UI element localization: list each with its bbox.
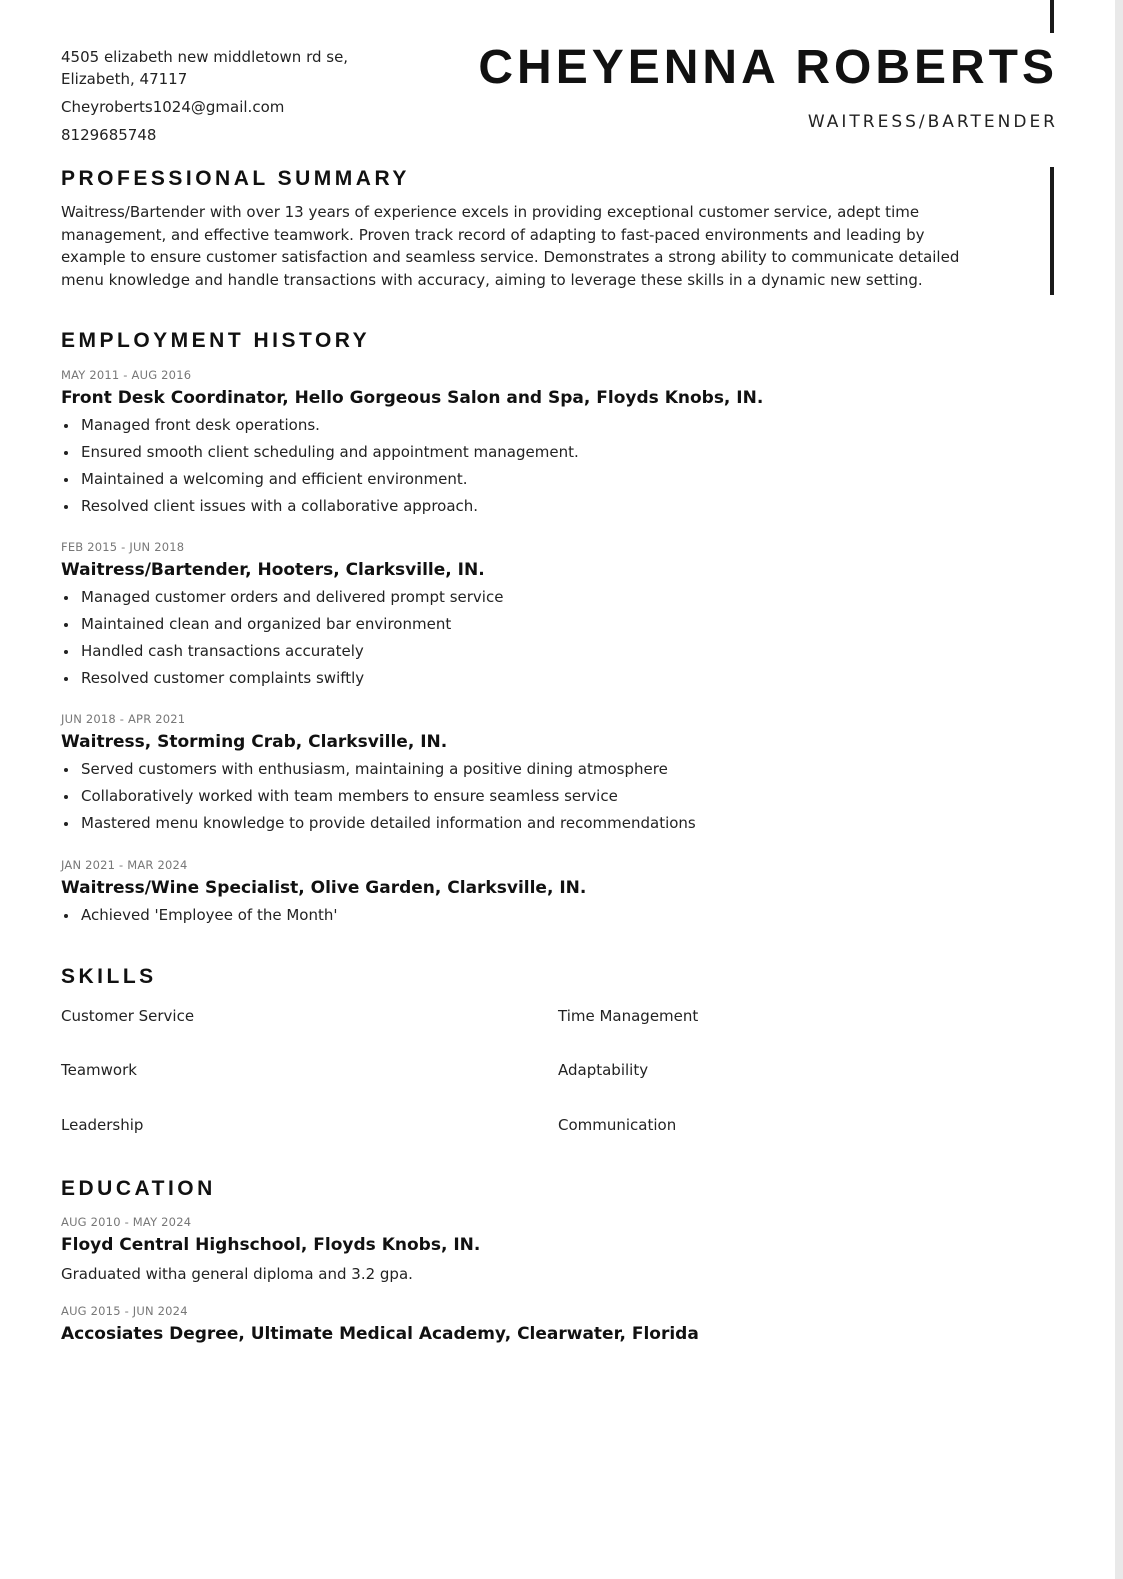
job-role: Front Desk Coordinator, Hello Gorgeous Salon and Spa, Floyds Knobs, IN. xyxy=(61,388,764,408)
job-entry xyxy=(61,540,981,695)
education-date: AUG 2015 - JUN 2024 xyxy=(61,1304,188,1318)
job-role: Waitress/Bartender, Hooters, Clarksville, IN. xyxy=(61,560,485,580)
employment-section xyxy=(61,329,981,353)
skill-item: Customer Service xyxy=(61,1007,195,1025)
job-date: FEB 2015 - JUN 2018 xyxy=(61,540,185,554)
job-date: MAY 2011 - AUG 2016 xyxy=(61,368,192,382)
job-entry xyxy=(61,368,981,523)
job-bullets xyxy=(61,759,981,834)
address-line-2: Elizabeth, 47117 xyxy=(61,70,188,88)
job-entry xyxy=(61,712,981,840)
job-bullets xyxy=(61,587,981,689)
job-role: Waitress/Wine Specialist, Olive Garden, Clarksville, IN. xyxy=(61,878,587,898)
summary-section xyxy=(61,167,981,291)
job-bullet: Achieved 'Employee of the Month' xyxy=(81,905,981,926)
education-section xyxy=(61,1177,981,1201)
job-bullet: Resolved customer complaints swiftly xyxy=(81,668,981,689)
candidate-title: WAITRESS/BARTENDER xyxy=(807,112,1058,132)
skill-item: Leadership xyxy=(61,1116,144,1134)
education-school: Floyd Central Highschool, Floyds Knobs, IN. xyxy=(61,1235,481,1255)
accent-bar-top xyxy=(1050,0,1054,33)
candidate-name: CHEYENNA ROBERTS xyxy=(478,41,1058,94)
job-bullet: Handled cash transactions accurately xyxy=(81,641,981,662)
phone: 8129685748 xyxy=(61,126,157,144)
skills-section xyxy=(61,965,981,1145)
job-date: JUN 2018 - APR 2021 xyxy=(61,712,186,726)
education-heading: EDUCATION xyxy=(61,1177,216,1200)
address xyxy=(61,46,401,90)
job-role: Waitress, Storming Crab, Clarksville, IN. xyxy=(61,732,448,752)
job-bullet: Collaboratively worked with team members to ensure seamless service xyxy=(81,786,981,807)
accent-bar-side xyxy=(1050,167,1054,295)
email: Cheyroberts1024@gmail.com xyxy=(61,98,285,116)
job-bullet: Maintained a welcoming and efficient environment. xyxy=(81,469,981,490)
education-entry xyxy=(61,1215,981,1284)
job-date: JAN 2021 - MAR 2024 xyxy=(61,858,188,872)
summary-text: Waitress/Bartender with over 13 years of experience excels in providing exceptional customer service, adept time management, and effective teamwork. Proven track record of adapting to fast-paced environments and leading by example to ensure customer satisfaction and seamless service. Demonstrates a strong ability to communicate detailed menu knowledge and handle transactions with accuracy, aiming to leverage these skills in a dynamic new setting. xyxy=(61,203,960,289)
education-description: Graduated witha general diploma and 3.2 gpa. xyxy=(61,1265,413,1283)
job-bullet: Ensured smooth client scheduling and appointment management. xyxy=(81,442,981,463)
job-entry xyxy=(61,858,981,932)
job-bullet: Mastered menu knowledge to provide detailed information and recommendations xyxy=(81,813,981,834)
skill-item: Communication xyxy=(558,1116,677,1134)
summary-heading: PROFESSIONAL SUMMARY xyxy=(61,167,410,190)
page-edge-strip xyxy=(1115,0,1123,1579)
skill-item: Time Management xyxy=(558,1007,699,1025)
job-bullet: Resolved client issues with a collaborative approach. xyxy=(81,496,981,517)
job-bullet: Maintained clean and organized bar environment xyxy=(81,614,981,635)
employment-heading: EMPLOYMENT HISTORY xyxy=(61,329,371,352)
education-entry xyxy=(61,1304,981,1345)
job-bullet: Served customers with enthusiasm, maintaining a positive dining atmosphere xyxy=(81,759,981,780)
skill-item: Teamwork xyxy=(61,1061,137,1079)
skill-item: Adaptability xyxy=(558,1061,649,1079)
job-bullet: Managed customer orders and delivered prompt service xyxy=(81,587,981,608)
job-bullet: Managed front desk operations. xyxy=(81,415,981,436)
job-bullets xyxy=(61,905,981,926)
job-bullets xyxy=(61,415,981,517)
address-line-1: 4505 elizabeth new middletown rd se, xyxy=(61,48,349,66)
contact-info xyxy=(61,46,401,152)
education-date: AUG 2010 - MAY 2024 xyxy=(61,1215,192,1229)
education-school: Accosiates Degree, Ultimate Medical Academy, Clearwater, Florida xyxy=(61,1324,699,1344)
skills-heading: SKILLS xyxy=(61,965,157,988)
